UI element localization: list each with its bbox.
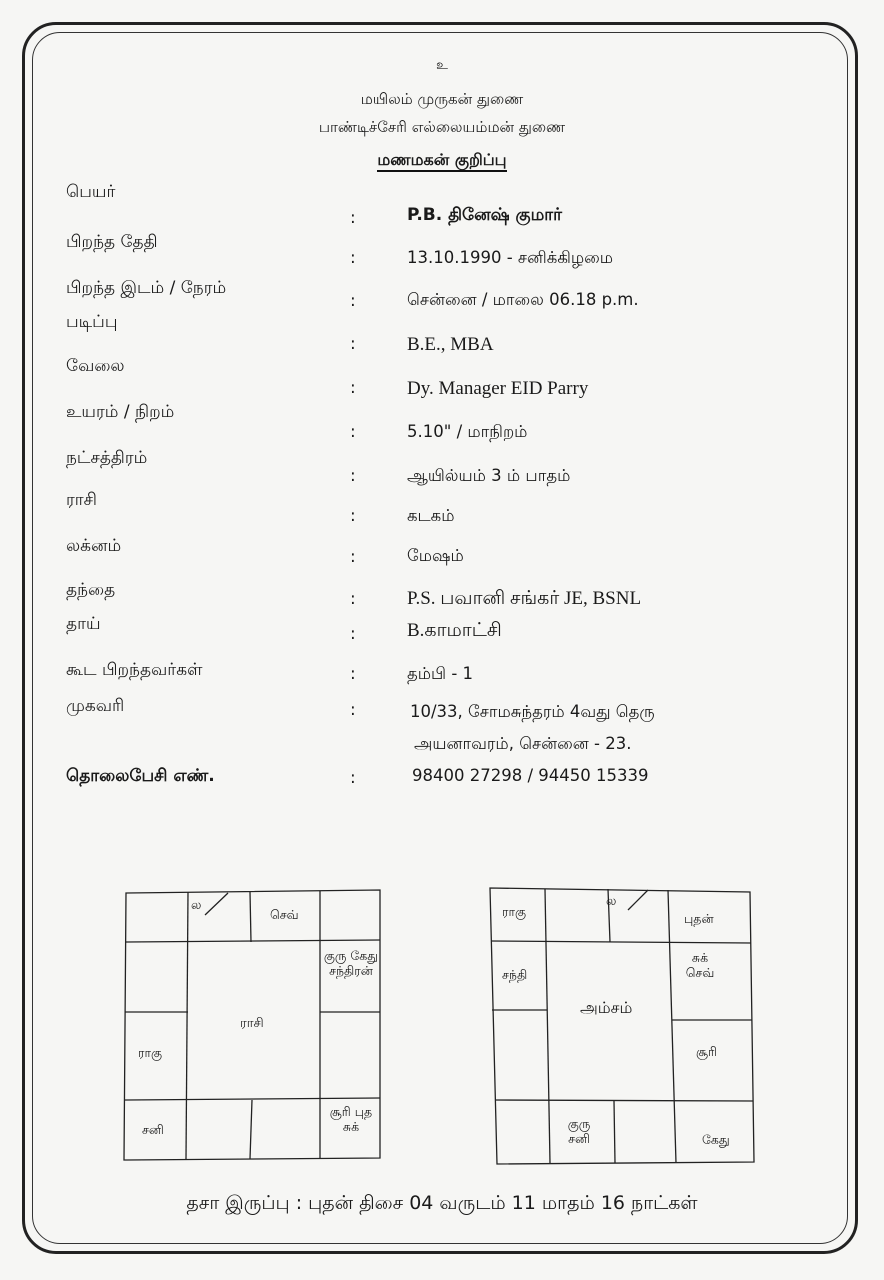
field-value-line-2: அயனாவரம், சென்னை - 23. (414, 734, 632, 753)
field-value: 13.10.1990 - சனிக்கிழமை (407, 248, 614, 267)
field-value: P.B. தினேஷ் குமார் (407, 205, 563, 225)
field-value: 98400 27298 / 94450 15339 (412, 766, 649, 785)
field-colon: : (350, 589, 356, 609)
amsam-cell-right-2: சூரி (696, 1044, 717, 1059)
field-value: Dy. Manager EID Parry (407, 378, 589, 399)
amsam-cell-top-1: ராகு (502, 904, 527, 919)
field-colon: : (350, 248, 356, 268)
rasi-chart-center: ராசி (240, 1016, 264, 1031)
field-label: கூட பிறந்தவர்கள் (66, 660, 203, 680)
document-title: மணமகன் குறிப்பு (0, 150, 884, 171)
field-colon: : (350, 466, 356, 486)
field-colon: : (350, 664, 356, 684)
field-label: தொலைபேசி எண். (66, 766, 215, 786)
field-label: உயரம் / நிறம் (66, 402, 175, 422)
field-value: தம்பி - 1 (407, 664, 474, 683)
field-value: 10/33, சோமசுந்தரம் 4வது தெரு (410, 702, 655, 721)
field-label: பிறந்த இடம் / நேரம் (66, 278, 227, 298)
header-symbol: உ (436, 58, 448, 73)
field-label: படிப்பு (66, 312, 118, 332)
field-colon: : (350, 700, 356, 720)
field-label: முகவரி (66, 696, 125, 716)
field-value: P.S. பவானி சங்கர் JE, BSNL (407, 588, 642, 609)
field-label: ராசி (66, 490, 97, 510)
amsam-chart-center: அம்சம் (580, 998, 633, 1017)
field-colon: : (350, 208, 356, 228)
field-colon: : (350, 547, 356, 567)
amsam-cell-top-4: புதன் (684, 911, 714, 926)
field-value: ஆயில்யம் 3 ம் பாதம் (407, 466, 571, 485)
amsam-chart-grid (490, 888, 754, 1164)
field-colon: : (350, 378, 356, 398)
header-line-2: பாண்டிச்சேரி எல்லையம்மன் துணை (318, 118, 566, 136)
field-colon: : (350, 334, 356, 354)
field-value: B.E., MBA (407, 334, 494, 355)
field-colon: : (350, 768, 356, 788)
header-line-1: மயிலம் முருகன் துணை (360, 90, 524, 108)
field-colon: : (350, 291, 356, 311)
rasi-cell-bottom-1: சனி (142, 1122, 164, 1137)
field-label: நட்சத்திரம் (66, 448, 148, 468)
field-value: 5.10" / மாநிறம் (407, 422, 528, 441)
field-label: பெயர் (66, 182, 116, 202)
field-colon: : (350, 422, 356, 442)
field-label: லக்னம் (66, 536, 122, 556)
field-label: பிறந்த தேதி (66, 232, 158, 252)
field-value: B.காமாட்சி (407, 620, 502, 641)
field-label: தாய் (66, 614, 101, 634)
amsam-cell-bottom-4: கேது (702, 1132, 730, 1147)
dasa-balance-footer: தசா இருப்பு : புதன் திசை 04 வருடம் 11 மாதம் 16 நாட்கள் (186, 1192, 698, 1214)
rasi-cell-right-1: குரு கேது சந்திரன் (323, 948, 379, 978)
rasi-cell-left-2: ராகு (138, 1045, 163, 1060)
field-value: சென்னை / மாலை 06.18 p.m. (407, 290, 639, 309)
field-label: தந்தை (66, 580, 116, 600)
field-value: மேஷம் (407, 546, 464, 565)
amsam-cell-left-1: சந்தி (502, 967, 528, 982)
field-value: கடகம் (407, 506, 455, 525)
amsam-lagna-mark: ல (606, 893, 617, 908)
field-colon: : (350, 624, 356, 644)
amsam-cell-bottom-2: குரு சனி (567, 1116, 591, 1146)
rasi-lagna-mark: ல (191, 897, 202, 912)
field-colon: : (350, 506, 356, 526)
field-label: வேலை (66, 356, 125, 376)
rasi-cell-top-3: செவ் (270, 907, 299, 922)
amsam-cell-right-1: சுக் செவ் (685, 950, 715, 980)
rasi-cell-bottom-4: சூரி புத சுக் (329, 1104, 373, 1134)
